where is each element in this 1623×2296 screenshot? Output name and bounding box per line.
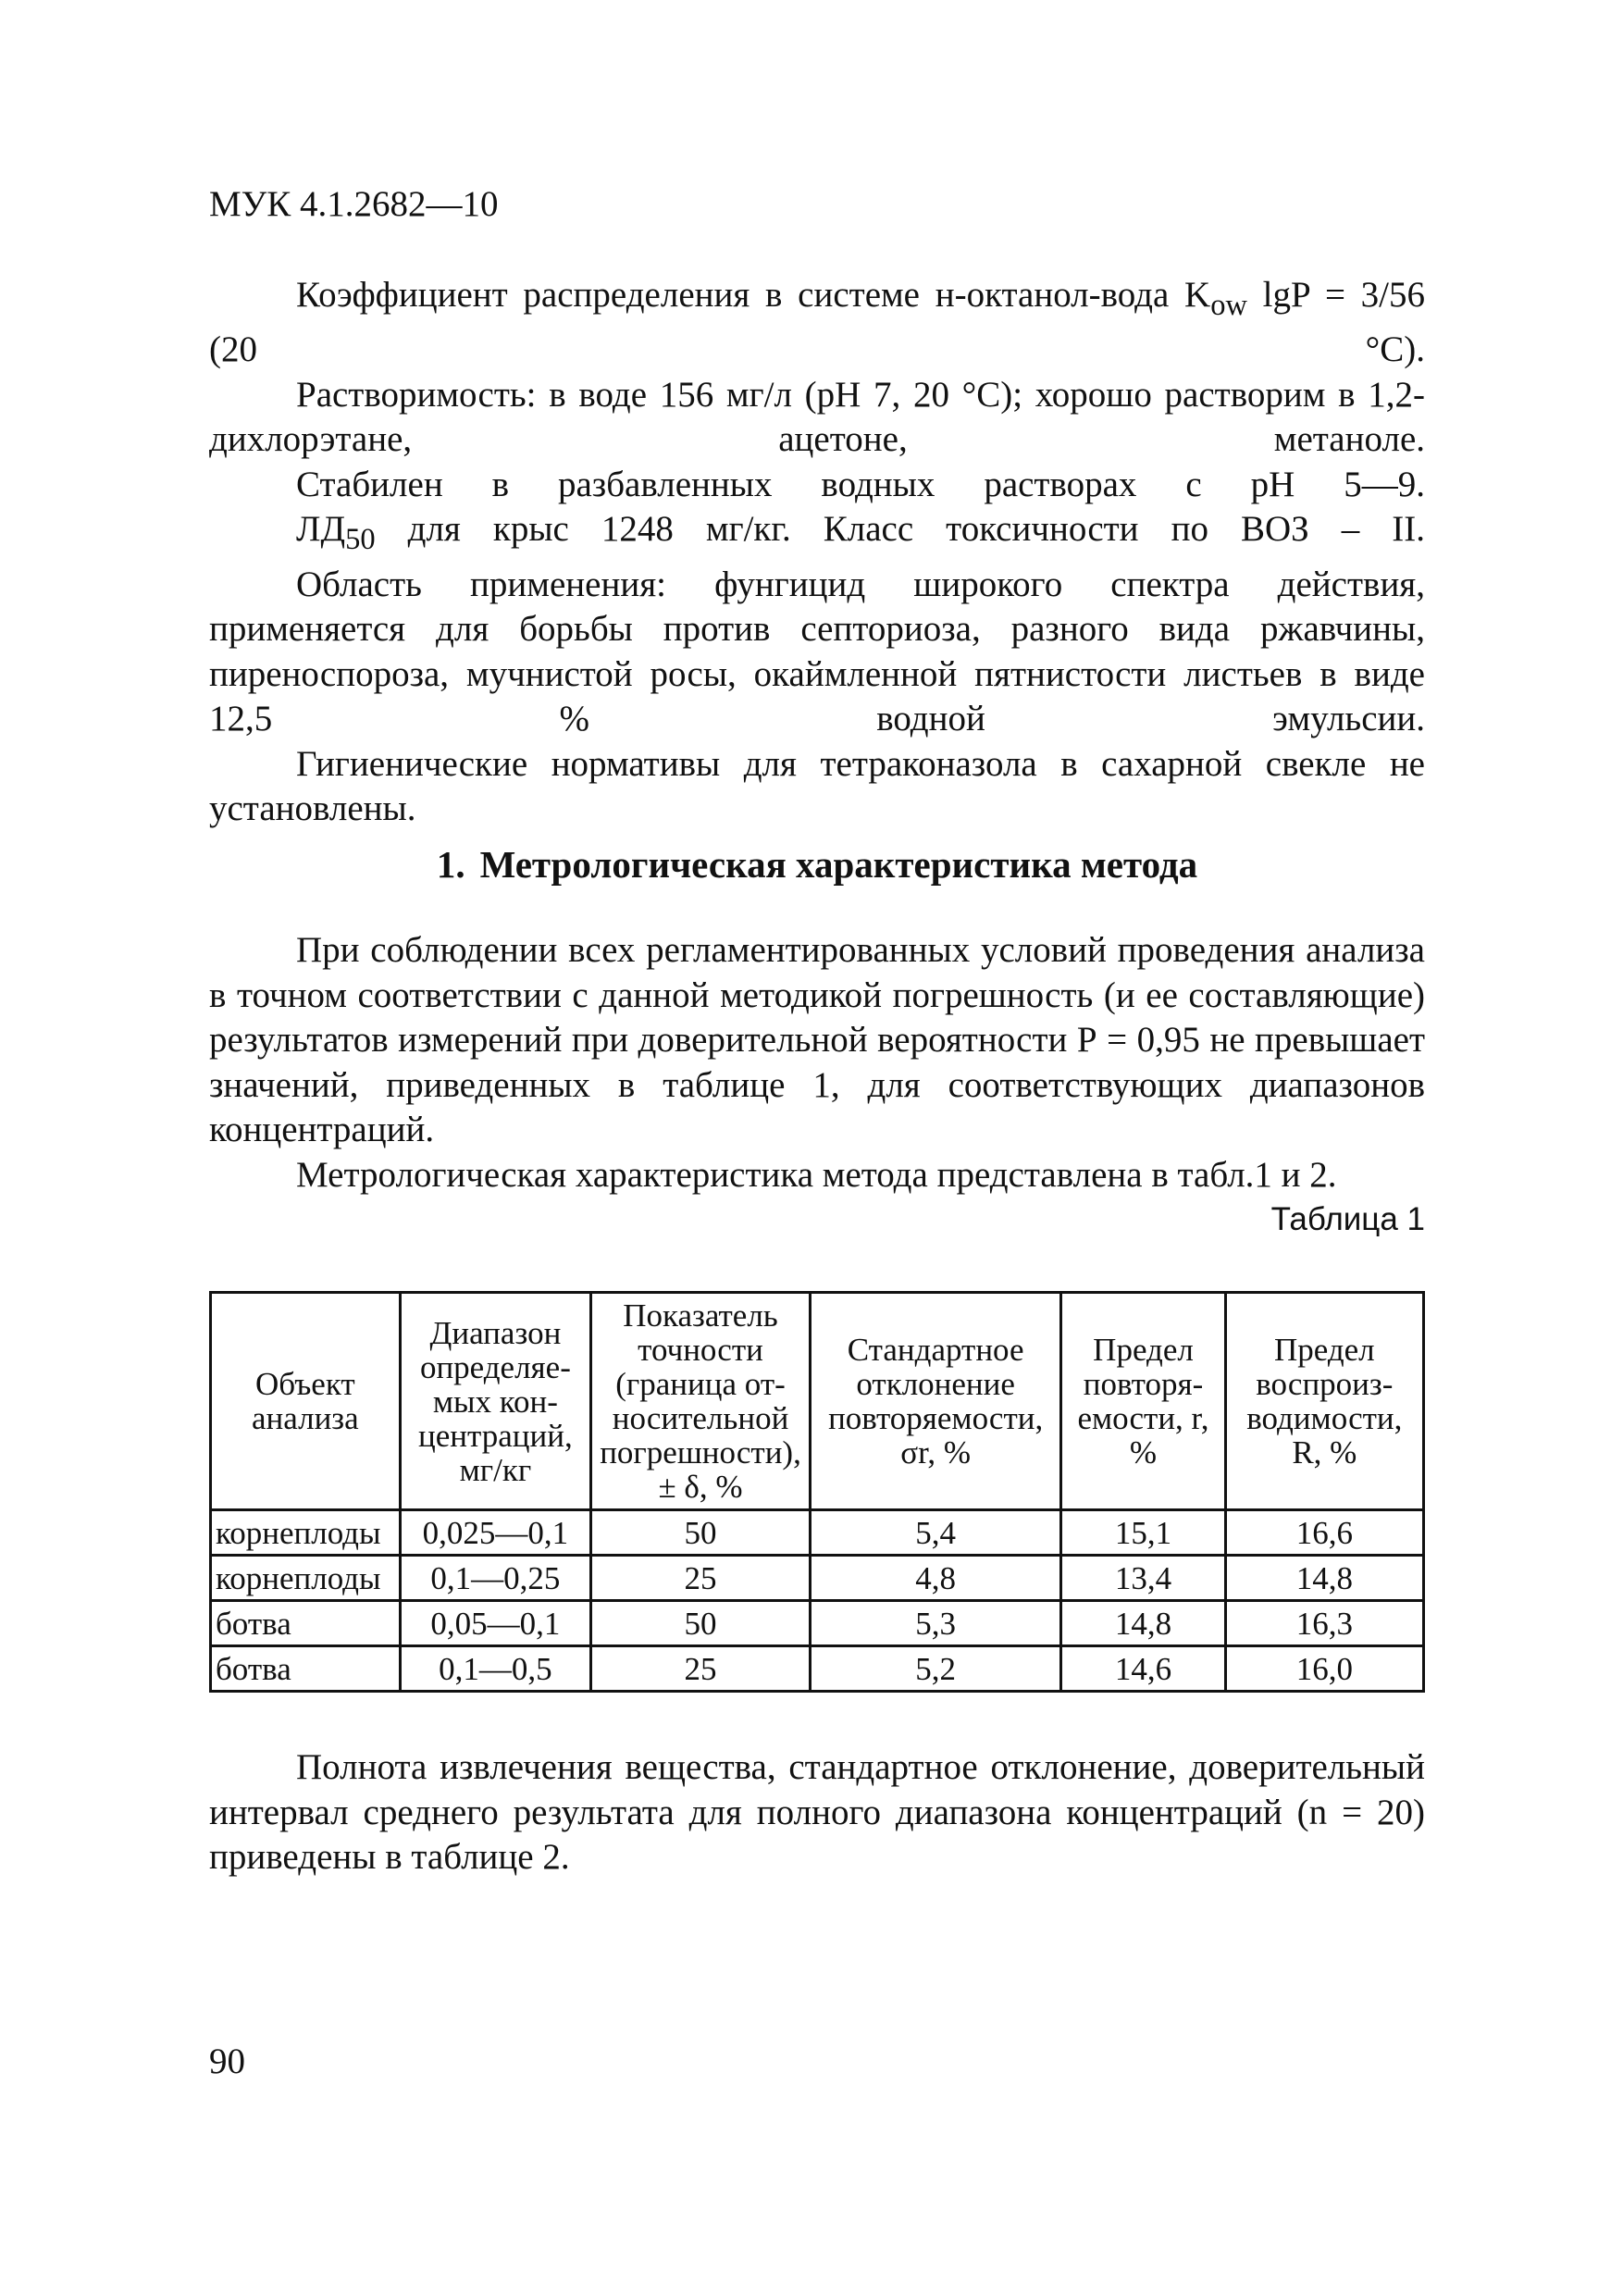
section-title: Метрологическая характеристика метода	[479, 843, 1198, 886]
paragraph-stability	[209, 463, 1425, 508]
cell-accuracy: 25	[591, 1646, 811, 1692]
paragraph-application	[209, 563, 1425, 742]
cell-reproducibility: 16,3	[1225, 1601, 1423, 1646]
paragraph-solubility	[209, 373, 1425, 463]
section-heading	[209, 842, 1425, 887]
col-header-reproducibility: Предел воспроизводимости, R, %	[1225, 1293, 1423, 1510]
text-run: Коэффициент распределения в системе н-октанол-вода K	[296, 275, 1211, 315]
paragraph-recovery: Полнота извлечения вещества, стандартное отклонение, доверительный интервал среднего результата для полного диапазона концентраций (n = 20) приведены в таблице 2.	[209, 1747, 1425, 1877]
cell-object: корнеплоды	[211, 1556, 401, 1601]
paragraph-accuracy: При соблюдении всех регламентированных условий проведения анализа в точном соответствии с данной методикой погрешность (и ее составляющие) результатов измерений при доверительной вероятности Р = 0,95 не превышает значений, приведенных в таблице 1, для соответствующих диапазонов концентраций.	[209, 930, 1425, 1149]
table-row	[211, 1646, 1424, 1692]
cell-accuracy: 50	[591, 1510, 811, 1556]
cell-repeatability: 14,8	[1061, 1601, 1225, 1646]
cell-range: 0,05—0,1	[400, 1601, 590, 1646]
table-header-row	[211, 1293, 1424, 1510]
cell-reproducibility: 16,6	[1225, 1510, 1423, 1556]
col-header-stdev: Стандартное отклонение повторяемости, σr, %	[810, 1293, 1060, 1510]
cell-range: 0,1—0,5	[400, 1646, 590, 1692]
subscript: 50	[345, 523, 376, 557]
section-text	[209, 928, 1425, 1198]
table-row	[211, 1556, 1424, 1601]
section-number: 1.	[436, 843, 465, 886]
cell-repeatability: 15,1	[1061, 1510, 1225, 1556]
cell-reproducibility: 14,8	[1225, 1556, 1423, 1601]
cell-stdev: 4,8	[810, 1556, 1060, 1601]
text-run: Стабилен в разбавленных водных растворах с рН 5—9.	[296, 464, 1425, 504]
table-row	[211, 1601, 1424, 1646]
cell-range: 0,1—0,25	[400, 1556, 590, 1601]
cell-accuracy: 50	[591, 1601, 811, 1646]
page-number: 90	[209, 2042, 245, 2081]
document-code-header: МУК 4.1.2682—10	[209, 184, 499, 224]
col-header-range: Диапазон определяемых концентраций, мг/кг	[400, 1293, 590, 1510]
cell-object: ботва	[211, 1646, 401, 1692]
cell-repeatability: 13,4	[1061, 1556, 1225, 1601]
cell-reproducibility: 16,0	[1225, 1646, 1423, 1692]
paragraph-partition-coefficient	[209, 273, 1425, 373]
subscript: ow	[1210, 288, 1247, 322]
cell-stdev: 5,2	[810, 1646, 1060, 1692]
intro-text	[209, 273, 1425, 832]
table-row	[211, 1510, 1424, 1556]
text-run: Гигиенические нормативы для тетраконазола в сахарной свекле не установлены.	[209, 743, 1425, 829]
cell-range: 0,025—0,1	[400, 1510, 590, 1556]
paragraph-hygiene	[209, 742, 1425, 832]
col-header-repeatability: Предел повторяемости, r, %	[1061, 1293, 1225, 1510]
text-run: Растворимость: в воде 156 мг/л (рН 7, 20 °С); хорошо растворим в 1,2-дихлорэтане, ацетоне, метаноле.	[209, 374, 1425, 460]
paragraph-reference: Метрологическая характеристика метода представлена в табл.1 и 2.	[296, 1154, 1337, 1195]
cell-repeatability: 14,6	[1061, 1646, 1225, 1692]
cell-accuracy: 25	[591, 1556, 811, 1601]
text-run: для крыс 1248 мг/кг. Класс токсичности по ВОЗ – II.	[375, 509, 1425, 550]
text-run: Область применения: фунгицид широкого спектра действия, применяется для борьбы против септориоза, разного вида ржавчины, пиреноспороза, мучнистой росы, окаймленной пятнистости листьев в виде 12,5 % водной эмульсии.	[209, 564, 1425, 739]
closing-text	[209, 1745, 1425, 1880]
col-header-accuracy: Показатель точности (граница относительной погрешности), ± δ, %	[591, 1293, 811, 1510]
text-run: lgP = 3/56 (20 °С).	[209, 275, 1425, 370]
cell-object: ботва	[211, 1601, 401, 1646]
metrology-table	[209, 1291, 1425, 1693]
cell-stdev: 5,4	[810, 1510, 1060, 1556]
table-caption: Таблица 1	[1270, 1201, 1425, 1237]
cell-stdev: 5,3	[810, 1601, 1060, 1646]
cell-object: корнеплоды	[211, 1510, 401, 1556]
paragraph-toxicity	[209, 507, 1425, 562]
text-run: ЛД	[296, 509, 346, 550]
col-header-object: Объект анализа	[211, 1293, 401, 1510]
